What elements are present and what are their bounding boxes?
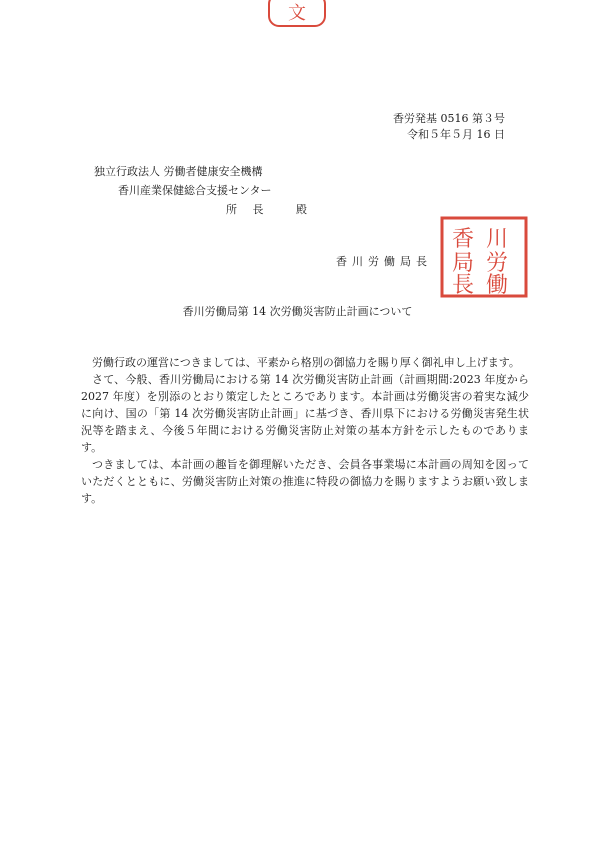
- body-paragraph: さて、今般、香川労働局における第 14 次労働災害防止計画（計画期間:2023 年度から 2027 年度）を別添のとおり策定したところであります。本計画は労働災害の着実な減少に向け、国の「第 14 次労働災害防止計画」に基づき、香川県下における労働災害発生状況等を踏まえ、今後５年間における労働災害防止対策の基本方針を示したものであります。: [81, 373, 529, 454]
- seal-char-6: 長: [452, 273, 475, 298]
- recipient-organization: 独立行政法人 労働者健康安全機構: [94, 165, 263, 178]
- seal-char-2: 労: [486, 251, 509, 276]
- subject-title: 香川労働局第 14 次労働災害防止計画について: [182, 305, 413, 318]
- reception-stamp-text: 文: [288, 3, 306, 24]
- body-paragraph: 労働行政の運営につきましては、平素から格別の御協力を賜り厚く御礼申し上げます。: [92, 356, 520, 369]
- reception-stamp: [266, 0, 328, 30]
- recipient-center: 香川産業保健総合支援センター: [118, 184, 272, 197]
- letter-body: [81, 354, 529, 507]
- document-date: 令和５年５月 16 日: [407, 128, 505, 141]
- seal-char-1: 川: [486, 227, 509, 252]
- seal-char-4: 香: [452, 227, 475, 252]
- seal-char-5: 局: [452, 251, 475, 276]
- official-seal: [438, 214, 530, 300]
- document-number: 香労発基 0516 第３号: [393, 112, 505, 125]
- sender-name: 香川労働局長: [336, 255, 432, 268]
- body-paragraph: つきましては、本計画の趣旨を御理解いただき、会員各事業場に本計画の周知を図っていただくとともに、労働災害防止対策の推進に特段の御協力を賜りますようお願い致します。: [81, 458, 529, 505]
- seal-char-3: 働: [486, 273, 509, 298]
- recipient-title: 所 長 殿: [226, 203, 313, 216]
